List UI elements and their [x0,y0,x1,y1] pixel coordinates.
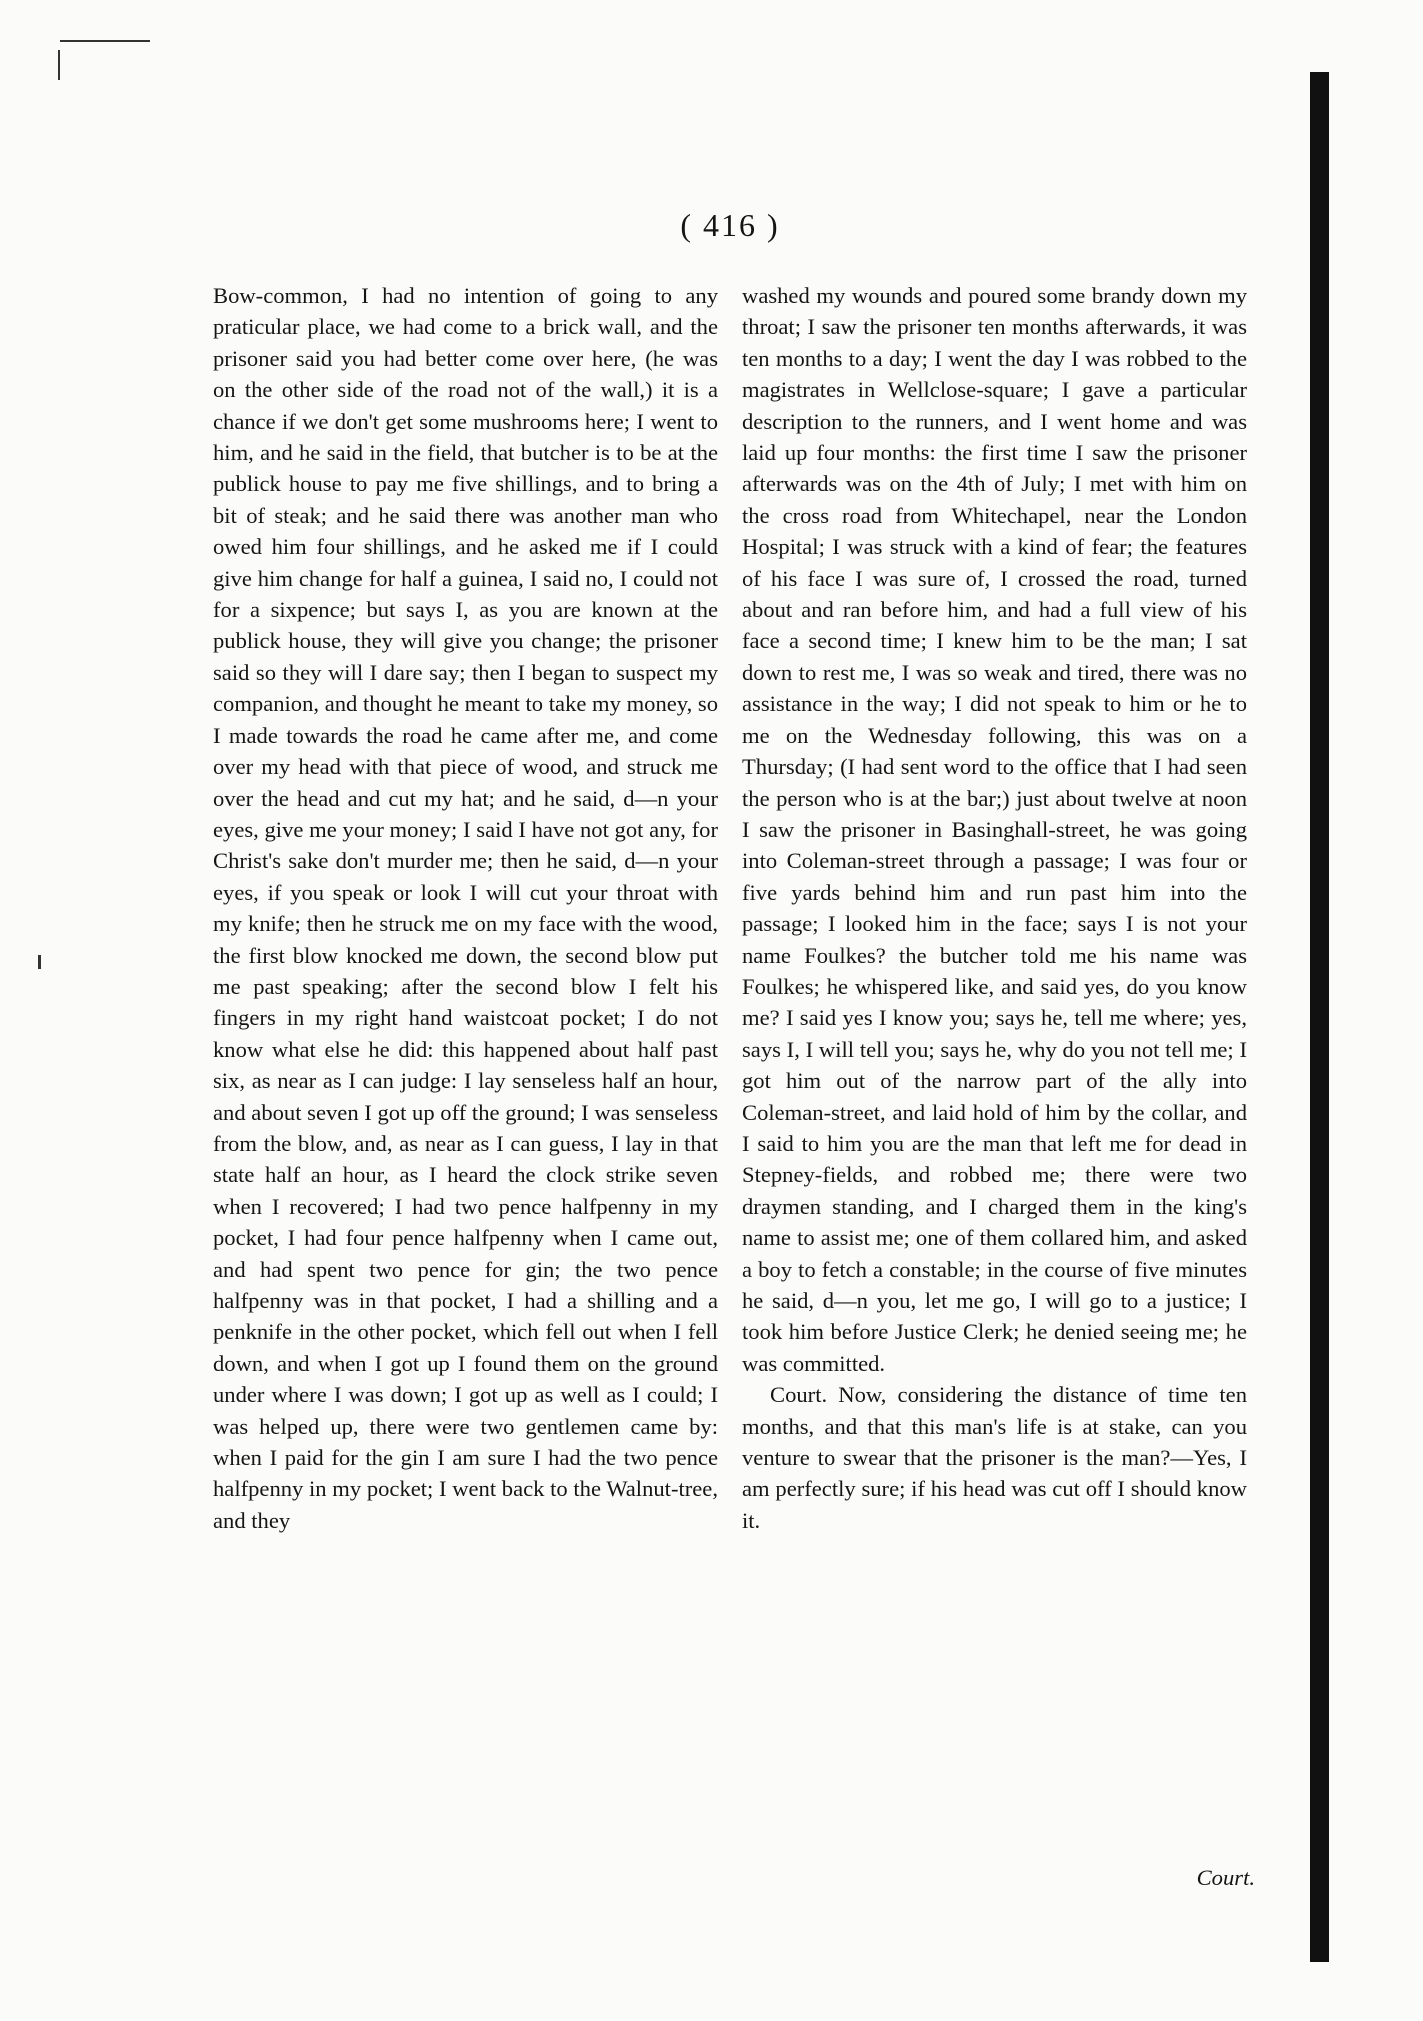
page-number: ( 416 ) [680,207,780,243]
right-text-column [742,280,1247,1536]
scan-mark-top-left [60,40,150,42]
left-paragraph: Bow-common, I had no intention of going to any praticular place, we had come to a brick wall, and the prisoner said you had better come over here, (he was on the other side of the road not of the wall,) it is a chance if we don't get some mushrooms here; I went to him, and he said in the field, that butcher is to be at the publick house to pay me five shillings, and to bring a bit of steak; and he said there was another man who owed him four shillings, and he asked me if I could give him change for half a guinea, I said no, I could not for a sixpence; but says I, as you are known at the publick house, they will give you change; the prisoner said so they will I dare say; then I began to suspect my companion, and thought he meant to take my money, so I made towards the road he came after me, and come over my head with that piece of wood, and struck me over the head and cut my hat; and he said, d—n your eyes, give me your money; I said I have not got any, for Christ's sake don't murder me; then he said, d—n your eyes, if you speak or look I will cut your throat with my knife; then he struck me on my face with the wood, the first blow knocked me down, the second blow put me past speaking; after the second blow I felt his fingers in my right hand waistcoat pocket; I do not know what else he did: this happened about half past six, as near as I can judge: I lay senseless half an hour, and about seven I got up off the ground; I was senseless from the blow, and, as near as I can guess, I lay in that state half an hour, as I heard the clock strike seven when I recovered; I had two pence halfpenny in my pocket, I had four pence halfpenny when I came out, and had spent two pence for gin; the two pence halfpenny was in that pocket, I had a shilling and a penknife in the other pocket, which fell out when I fell down, and when I got up I found them on the ground under where I was down; I got up as well as I could; I was helped up, there were two gentlemen came by: when I paid for the gin I am sure I had the two pence halfpenny in my pocket; I went back to the Walnut-tree, and they [213,283,718,1533]
right-paragraph-court: Court. Now, considering the distance of time ten months, and that this man's life is at stake, can you venture to swear that the prisoner is the man?—Yes, I am perfectly sure; if his head was cut off I should know it. [742,1382,1247,1533]
catchword: Court. [1196,1865,1255,1890]
page-edge-shadow [1310,72,1329,1962]
left-text-column [213,280,718,1536]
scan-mark-left-margin [38,955,41,969]
scan-mark-left-tick [58,50,60,80]
right-paragraph-testimony: washed my wounds and poured some brandy down my throat; I saw the prisoner ten months afterwards, it was ten months to a day; I went the day I was robbed to the magistrates in Wellclose-square; I gave a particular description to the runners, and I went home and was laid up four months: the first time I saw the prisoner afterwards was on the 4th of July; I met with him on the cross road from Whitechapel, near the London Hospital; I was struck with a kind of fear; the features of his face I was sure of, I crossed the road, turned about and ran before him, and had a full view of his face a second time; I knew him to be the man; I sat down to rest me, I was so weak and tired, there was no assistance in the way; I did not speak to him or he to me on the Wednesday following, this was on a Thursday; (I had sent word to the office that I had seen the person who is at the bar;) just about twelve at noon I saw the prisoner in Basinghall-street, he was going into Coleman-street through a passage; I was four or five yards behind him and run past him into the passage; I looked him in the face; says I is not your name Foulkes? the butcher told me his name was Foulkes; he whispered like, and said yes, do you know me? I said yes I know you; says he, tell me where; yes, says I, I will tell you; says he, why do you not tell me; I got him out of the narrow part of the ally into Coleman-street, and laid hold of him by the collar, and I said to him you are the man that left me for dead in Stepney-fields, and robbed me; there were two draymen standing, and I charged them in the king's name to assist me; one of them collared him, and asked a boy to fetch a constable; in the course of five minutes he said, d—n you, let me go, I will go to a justice; I took him before Justice Clerk; he denied seeing me; he was committed. [742,283,1247,1376]
